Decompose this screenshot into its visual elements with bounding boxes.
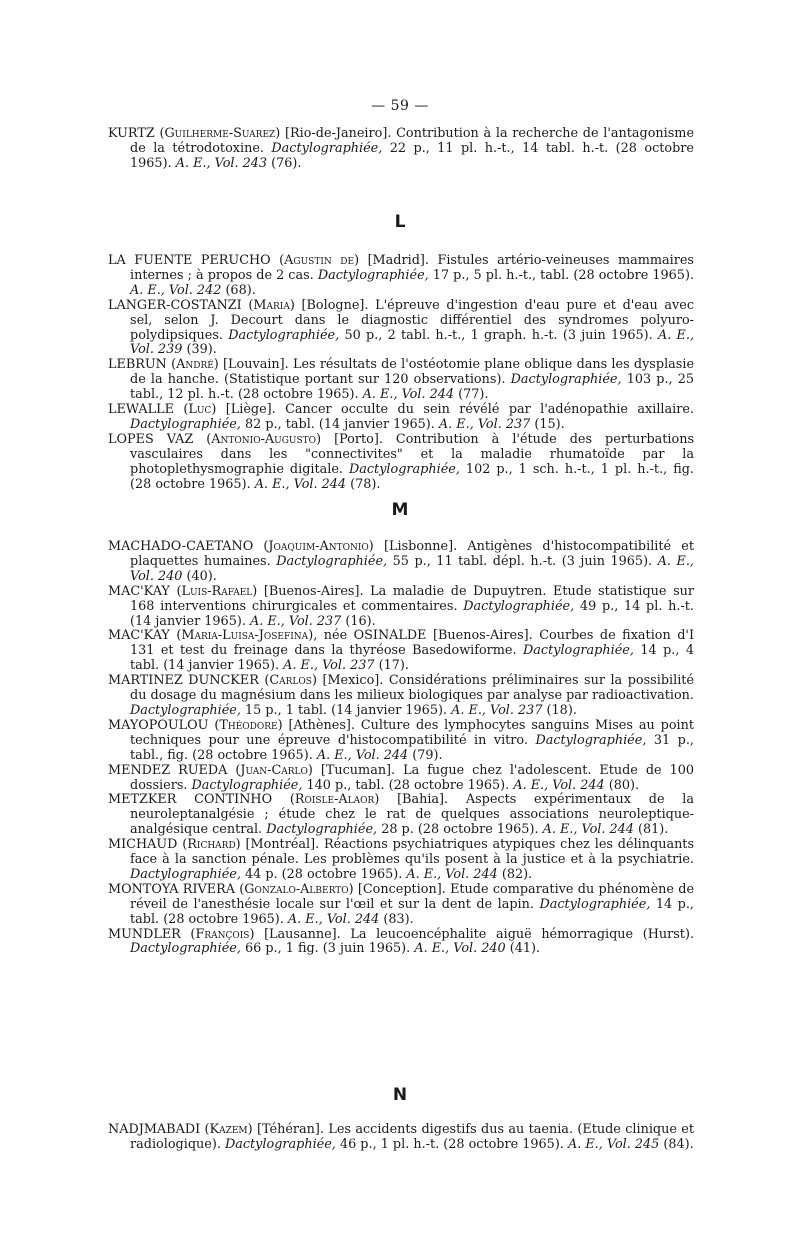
section-k — [108, 127, 694, 172]
entry-author-name: MAC'KAY — [108, 628, 170, 644]
entry-number: (83). — [383, 911, 414, 927]
entry-reference: A. E., Vol. 237 — [249, 613, 342, 629]
entry-text: [Conception]. Etude comparative du phénomène de réveil de l'anesthésie locale sur l'œil et sur la dent de lapin. — [130, 881, 695, 912]
entry-text: [Lisbonne]. Antigènes d'histocompatibilité et plaquettes humaines. — [130, 539, 695, 569]
entry-reference: A. E., Vol. 244 — [406, 866, 498, 882]
entry-text: [Buenos-Aires]. La maladie de Dupuytren. Etude statistique sur 168 interventions chirurgicales et commentaires. — [130, 583, 695, 614]
entry-details: 66 p., 1 fig. (3 juin 1965). — [244, 941, 411, 957]
entry-author-name: MAYOPOULOU — [108, 717, 209, 733]
entry-author-name: LEWALLE — [108, 402, 174, 418]
entry-author-name: LA FUENTE PERUCHO — [108, 253, 271, 268]
entry-reference: A. E., Vol. 237 — [438, 416, 531, 432]
entry-author-name: LOPES VAZ — [108, 431, 194, 447]
entry-publication: Dactylographiée, — [130, 941, 241, 957]
entry-number: (68). — [225, 282, 256, 298]
entry-author-name: KURTZ — [108, 126, 155, 141]
entry-publication: Dactylographiée, — [523, 643, 634, 659]
entry-author-firstname: Maria — [253, 297, 290, 313]
section-n — [108, 1123, 694, 1153]
entry-number: (81). — [638, 822, 669, 838]
entry-author-firstname: Roisle-Alaor — [294, 792, 375, 808]
entry-author-firstname: Agustin de — [284, 253, 355, 268]
entry-text: [Mexico]. Considérations préliminaires sur la possibilité du dosage du magnésium dans les milieux biologiques par analyse par radioactivation. — [130, 673, 695, 704]
entry-reference: A. E., Vol. 240 — [414, 941, 506, 957]
entry-reference: A. E., Vol. 245 — [567, 1136, 660, 1152]
entry-text: [Bologne]. L'épreuve d'ingestion d'eau pure et d'eau avec sel, selon J. Decourt dans le diagnostic différentiel des syndromes polyuro-polydipsiques. — [130, 297, 695, 343]
entry-number: (17). — [378, 658, 409, 674]
entry-details: 14 p., tabl. (28 octobre 1965). — [130, 896, 694, 927]
entry-author-name: MACHADO-CAETANO — [108, 539, 254, 554]
entry-details: 50 p., 2 tabl. h.-t., 1 graph. h.-t. (3 juin 1965). — [344, 327, 653, 343]
entry-author-firstname: Antonio-Augusto — [211, 431, 317, 447]
bibliography-entry: MONTOYA RIVERA (Gonzalo-Alberto) [Conception]. Etude comparative du phénomène de réveil de l'anesthésie locale sur l'œil et sur la dent de lapin. Dactylographiée, 14 p., tabl. (28 octobre 1965). A. E., Vol. 244 (83). — [108, 881, 695, 927]
entry-details: 31 p., tabl., fig. (28 octobre 1965). — [130, 732, 694, 763]
entry-text: , née OSINALDE [Buenos-Aires]. Courbes de fixation d'I 131 et test du freinage dans la thyréose Basedowiforme. — [130, 628, 694, 659]
section-letter-m: M — [391, 500, 409, 520]
entry-details: 103 p., 25 tabl., 12 pl. h.-t. (28 octobre 1965). — [130, 372, 694, 403]
entry-text: [Madrid]. Fistules artério-veineuses mammaires internes ; à propos de 2 cas. — [130, 253, 694, 283]
entry-publication: Dactylographiée, — [191, 777, 303, 793]
entry-author-firstname: Carlos — [269, 673, 312, 689]
bibliography-entry: MUNDLER (François) [Lausanne]. La leucoencéphalite aiguë hémorragique (Hurst). Dactylographiée, 66 p., 1 fig. (3 juin 1965). A. E., Vol. 240 (41). — [108, 926, 695, 957]
entry-details: 49 p., 14 pl. h.-t. (14 janvier 1965). — [130, 598, 694, 629]
entry-number: (76). — [271, 155, 302, 171]
entry-author-name: MICHAUD — [108, 837, 178, 853]
entry-publication: Dactylographiée, — [349, 461, 460, 477]
bibliography-entry: MARTINEZ DUNCKER (Carlos) [Mexico]. Considérations préliminaires sur la possibilité du dosage du magnésium dans les milieux biologiques par analyse par radioactivation. Dactylographiée, 15 p., 1 tabl. (14 janvier 1965). A. E., Vol. 237 (18). — [108, 673, 695, 718]
entry-publication: Dactylographiée, — [228, 327, 340, 343]
entry-details: 140 p., tabl. (28 octobre 1965). — [306, 777, 510, 793]
entry-text: [Téhéran]. Les accidents digestifs dus au taenia. (Etude clinique et radiologique). — [130, 1122, 695, 1152]
entry-number: (40). — [186, 568, 217, 584]
entry-author-name: MONTOYA RIVERA — [108, 881, 235, 897]
entry-author-firstname: André — [176, 357, 214, 373]
entry-publication: Dactylographiée, — [539, 896, 651, 912]
entry-reference: A. E., Vol. 237 — [283, 658, 375, 674]
entry-text: [Liège]. Cancer occulte du sein révélé par l'adénopathie axillaire. — [225, 402, 694, 418]
entry-text: [Lausanne]. La leucoencéphalite aiguë hémorragique (Hurst). — [264, 926, 695, 942]
entry-number: (15). — [534, 416, 565, 432]
entry-author-name: LANGER-COSTANZI — [108, 297, 242, 313]
entry-reference: A. E., Vol. 244 — [513, 777, 605, 793]
entry-number: (79). — [412, 747, 443, 763]
entry-number: (80). — [608, 777, 640, 793]
entry-number: (18). — [546, 702, 577, 718]
entry-number: (16). — [345, 613, 376, 629]
entry-number: (41). — [509, 941, 541, 957]
entry-reference: A. E., Vol. 244 — [362, 387, 455, 403]
entry-number: (77). — [458, 387, 489, 403]
entry-author-firstname: Luis-Rafael — [181, 583, 253, 599]
entry-author-name: METZKER CONTINHO — [108, 792, 273, 808]
section-l — [108, 254, 694, 493]
entry-details: 14 p., 4 tabl. (14 janvier 1965). — [130, 643, 694, 674]
entry-author-name: MENDEZ RUEDA — [108, 762, 228, 778]
entry-publication: Dactylographiée, — [271, 140, 383, 156]
page-number: — 59 — — [371, 98, 429, 114]
entry-author-firstname: Luc — [188, 402, 212, 418]
entry-publication: Dactylographiée, — [130, 416, 241, 432]
entry-author-name: MARTINEZ DUNCKER — [108, 673, 259, 689]
entry-text: [Montréal]. Réactions psychiatriques atypiques chez les délinquants face à la sanction pénale. Les problèmes qu'ils posent à la justice et à la psychiatrie. — [130, 837, 695, 868]
entry-number: (78). — [350, 476, 381, 492]
entry-details: 102 p., 1 sch. h.-t., 1 pl. h.-t., fig. (28 octobre 1965). — [130, 461, 695, 492]
bibliography-entry: KURTZ (Guilherme-Suarez) [Rio-de-Janeiro]. Contribution à la recherche de l'antagonisme de la tétrodotoxine. Dactylographiée, 22 p., 11 pl. h.-t., 14 tabl. h.-t. (28 octobre 1965). A. E., Vol. 243 (76). — [108, 126, 695, 171]
bibliography-entry: MAC'KAY (Luis-Rafael) [Buenos-Aires]. La maladie de Dupuytren. Etude statistique sur 168 interventions chirurgicales et commentaires. Dactylographiée, 49 p., 14 pl. h.-t. (14 janvier 1965). A. E., Vol. 237 (16). — [108, 583, 695, 629]
entry-reference: A. E., Vol. 244 — [254, 476, 347, 492]
entry-publication: Dactylographiée, — [463, 598, 575, 614]
entry-author-firstname: Gonzalo-Alberto — [244, 881, 349, 897]
bibliography-entry: LOPES VAZ (Antonio-Augusto) [Porto]. Contribution à l'étude des perturbations vasculaires dans les "connectivites" et la maladie rhumatoïde par la photoplethysmographie digitale. Dactylographiée, 102 p., 1 sch. h.-t., 1 pl. h.-t., fig. (28 octobre 1965). A. E., Vol. 244 (78). — [108, 431, 695, 492]
entry-reference: A. E., Vol. 237 — [451, 702, 543, 718]
entry-details: 55 p., 11 tabl. dépl. h.-t. (3 juin 1965). — [392, 553, 653, 569]
entry-author-name: NADJMABADI — [108, 1122, 201, 1137]
bibliography-entry: MAYOPOULOU (Théodore) [Athènes]. Culture des lymphocytes sanguins Mises au point techniques pour une épreuve d'histocompatibilité in vitro. Dactylographiée, 31 p., tabl., fig. (28 octobre 1965). A. E., Vol. 244 (79). — [108, 717, 694, 763]
entry-author-name: MUNDLER — [108, 926, 181, 942]
entry-reference: A. E., Vol. 244 — [287, 911, 380, 927]
entry-reference: A. E., Vol. 244 — [316, 747, 409, 763]
entry-details: 17 p., 5 pl. h.-t., tabl. (28 octobre 1965). — [432, 267, 694, 283]
entry-reference: A. E., Vol. 239 — [130, 327, 695, 358]
entry-reference: A. E., Vol. 242 — [130, 282, 222, 298]
entry-publication: Dactylographiée, — [510, 372, 622, 388]
entry-reference: A. E., Vol. 244 — [542, 822, 634, 838]
entry-publication: Dactylographiée, — [266, 822, 378, 838]
entry-author-firstname: Théodore — [219, 717, 278, 733]
section-m — [108, 540, 694, 957]
entry-publication: Dactylographiée, — [130, 866, 241, 882]
entry-details: 28 p. (28 octobre 1965). — [381, 822, 539, 838]
entry-details: 46 p., 1 pl. h.-t. (28 octobre 1965). — [339, 1136, 564, 1152]
entry-author-firstname: François — [195, 926, 250, 942]
bibliography-entry: LEWALLE (Luc) [Liège]. Cancer occulte du sein révélé par l'adénopathie axillaire. Dactylographiée, 82 p., tabl. (14 janvier 1965). A. E., Vol. 237 (15). — [108, 402, 694, 432]
entry-author-firstname: Kazem — [209, 1122, 248, 1137]
entry-text: [Bahia]. Aspects expérimentaux de la neuroleptanalgésie ; étude chez le rat de quelques associations neuroleptique-analgésique central. — [130, 792, 694, 838]
bibliography-entry: NADJMABADI (Kazem) [Téhéran]. Les accidents digestifs dus au taenia. (Etude clinique et radiologique). Dactylographiée, 46 p., 1 pl. h.-t. (28 octobre 1965). A. E., Vol. 245 (84). — [108, 1122, 695, 1152]
entry-author-firstname: Guilherme-Suarez — [164, 126, 276, 141]
entry-author-firstname: Joaquim-Antonio — [268, 539, 369, 554]
bibliography-entry: LA FUENTE PERUCHO (Agustin de) [Madrid]. Fistules artério-veineuses mammaires internes ; à propos de 2 cas. Dactylographiée, 17 p., 5 pl. h.-t., tabl. (28 octobre 1965). A. E., Vol. 242 (68). — [108, 253, 694, 298]
entry-publication: Dactylographiée, — [224, 1136, 336, 1152]
entry-publication: Dactylographiée, — [317, 267, 429, 283]
bibliography-entry: LANGER-COSTANZI (Maria) [Bologne]. L'épreuve d'ingestion d'eau pure et d'eau avec sel, selon J. Decourt dans le diagnostic différentiel des syndromes polyuro-polydipsiques. Dactylographiée, 50 p., 2 tabl. h.-t., 1 graph. h.-t. (3 juin 1965). A. E., Vol. 239 (39). — [108, 297, 695, 358]
entry-text: [Tucuman]. La fugue chez l'adolescent. Etude de 100 dossiers. — [130, 762, 694, 793]
entry-text: [Louvain]. Les résultats de l'ostéotomie plane oblique dans les dysplasie de la hanche. (Statistique portant sur 120 observations). — [130, 357, 695, 388]
entry-reference: A. E., Vol. 243 — [175, 155, 268, 171]
entry-text: [Athènes]. Culture des lymphocytes sanguins Mises au point techniques pour une épreuve d'histocompatibilité in vitro. — [130, 717, 694, 748]
bibliography-entry: LEBRUN (André) [Louvain]. Les résultats de l'ostéotomie plane oblique dans les dysplasie de la hanche. (Statistique portant sur 120 observations). Dactylographiée, 103 p., 25 tabl., 12 pl. h.-t. (28 octobre 1965). A. E., Vol. 244 (77). — [108, 357, 695, 403]
entry-author-firstname: Juan-Carlo — [240, 762, 308, 778]
entry-author-name: LEBRUN — [108, 357, 167, 373]
bibliography-entry: MICHAUD (Richard) [Montréal]. Réactions psychiatriques atypiques chez les délinquants face à la sanction pénale. Les problèmes qu'ils posent à la justice et à la psychiatrie. Dactylographiée, 44 p. (28 octobre 1965). A. E., Vol. 244 (82). — [108, 837, 695, 882]
entry-author-firstname: Richard — [187, 837, 236, 853]
entry-text: [Rio-de-Janeiro]. Contribution à la recherche de l'antagonisme de la tétrodotoxine. — [130, 126, 695, 156]
bibliography-entry: METZKER CONTINHO (Roisle-Alaor) [Bahia]. Aspects expérimentaux de la neuroleptanalgésie ; étude chez le rat de quelques associations neuroleptique-analgésique central. Dactylographiée, 28 p. (28 octobre 1965). A. E., Vol. 244 (81). — [108, 792, 694, 838]
entry-publication: Dactylographiée, — [276, 553, 388, 569]
entry-number: (39). — [186, 342, 217, 358]
entry-details: 44 p. (28 octobre 1965). — [244, 866, 403, 882]
section-letter-l: L — [394, 212, 406, 232]
entry-details: 15 p., 1 tabl. (14 janvier 1965). — [244, 702, 448, 718]
entry-text: [Porto]. Contribution à l'étude des perturbations vasculaires dans les "connectivites" et la maladie rhumatoïde par la photoplethysmographie digitale. — [130, 431, 695, 477]
entry-details: 82 p., tabl. (14 janvier 1965). — [244, 416, 435, 432]
bibliography-entry: MENDEZ RUEDA (Juan-Carlo) [Tucuman]. La fugue chez l'adolescent. Etude de 100 dossiers. Dactylographiée, 140 p., tabl. (28 octobre 1965). A. E., Vol. 244 (80). — [108, 762, 694, 793]
entry-publication: Dactylographiée, — [535, 732, 647, 748]
bibliography-entry: MAC'KAY (Maria-Luisa-Josefina), née OSINALDE [Buenos-Aires]. Courbes de fixation d'I 131 et test du freinage dans la thyréose Basedowiforme. Dactylographiée, 14 p., 4 tabl. (14 janvier 1965). A. E., Vol. 237 (17). — [108, 628, 694, 674]
entry-number: (82). — [501, 866, 533, 882]
entry-reference: A. E., Vol. 240 — [130, 553, 694, 584]
entry-author-firstname: Maria-Luisa-Josefina — [181, 628, 309, 644]
section-letter-n: N — [392, 1085, 408, 1105]
entry-number: (84). — [663, 1136, 694, 1152]
bibliography-entry: MACHADO-CAETANO (Joaquim-Antonio) [Lisbonne]. Antigènes d'histocompatibilité et plaquettes humaines. Dactylographiée, 55 p., 11 tabl. dépl. h.-t. (3 juin 1965). A. E., Vol. 240 (40). — [108, 539, 695, 584]
entry-details: 22 p., 11 pl. h.-t., 14 tabl. h.-t. (28 octobre 1965). — [130, 140, 694, 171]
entry-publication: Dactylographiée, — [130, 702, 241, 718]
entry-author-name: MAC'KAY — [108, 583, 170, 599]
